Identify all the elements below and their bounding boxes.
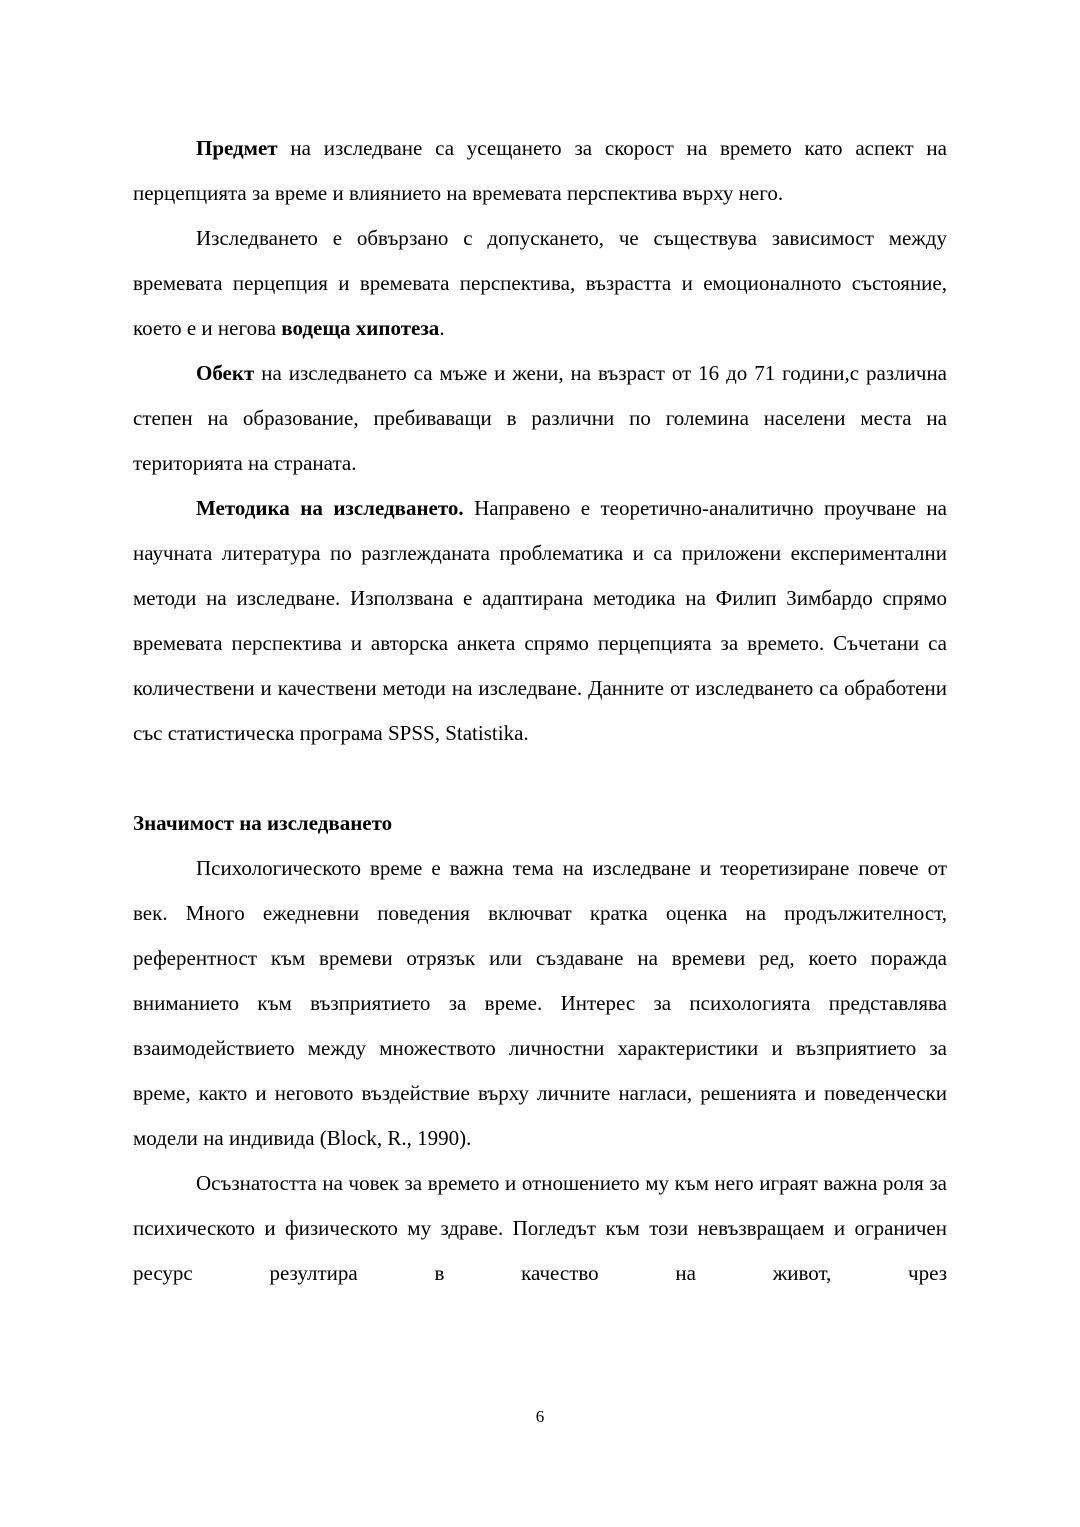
paragraph-significance-2 bbox=[133, 1161, 947, 1296]
paragraph-text: Психологическото време е важна тема на изследване и теоретизиране повече от век. Много ежедневни поведения включват кратка оценка на продължителност, референтност към времеви отрязък или създаване на времеви ред, което поражда вниманието към възприятието за време. Интерес за психологията представлява взаимодействието между множеството личностни характеристики и възприятието за време, както и неговото въздействие върху личните нагласи, решенията и поведенчески модели на индивида (Block, R., 1990). bbox=[133, 856, 947, 1150]
paragraph-significance-1 bbox=[133, 846, 947, 1161]
paragraph-text: Направено е теоретично-аналитично проучване на научната литература по разглежданата проблематика и са приложени експериментални методи на изследване. Използвана е адаптирана методика на Филип Зимбардо спрямо времевата перспектива и авторска анкета спрямо перцепцията за времето. Съчетани са количествени и качествени методи на изследване. Данните от изследването са обработени със статистическа програма SPSS, Statistika. bbox=[133, 496, 947, 745]
bold-term-methodology: Методика на изследването. bbox=[196, 496, 464, 520]
section-heading-significance: Значимост на изследването bbox=[133, 811, 393, 835]
page-number: 6 bbox=[535, 1407, 545, 1426]
paragraph-hypothesis bbox=[133, 216, 947, 351]
paragraph-text: Изследването е обвързано с допускането, че съществува зависимост между времевата перцепция и времевата перспектива, възрастта и емоционалното състояние, което е и негова bbox=[133, 226, 947, 340]
paragraph-text: . bbox=[439, 316, 445, 340]
paragraph-object bbox=[133, 351, 947, 486]
paragraph-methodology bbox=[133, 486, 947, 756]
page-body bbox=[133, 126, 947, 1296]
paragraph-text: на изследване са усещането за скорост на времето като аспект на перцепцията за време и влиянието на времевата перспектива върху него. bbox=[133, 136, 947, 205]
paragraph-text: на изследването са мъже и жени, на възраст от 16 до 71 години,с различна степен на образование, пребиваващи в различни по големина населени места на територията на страната. bbox=[133, 361, 947, 475]
paragraph-subject bbox=[133, 126, 947, 216]
bold-term-object: Обект bbox=[196, 361, 255, 385]
paragraph-text: Осъзнатостта на човек за времето и отношението му към него играят важна роля за психическото и физическото му здраве. Погледът към този невъзвращаем и ограничен ресурс резултира в качество на живот, чрез bbox=[133, 1171, 947, 1285]
bold-term-hypothesis: водеща хипотеза bbox=[281, 316, 440, 340]
bold-term-subject: Предмет bbox=[196, 136, 278, 160]
